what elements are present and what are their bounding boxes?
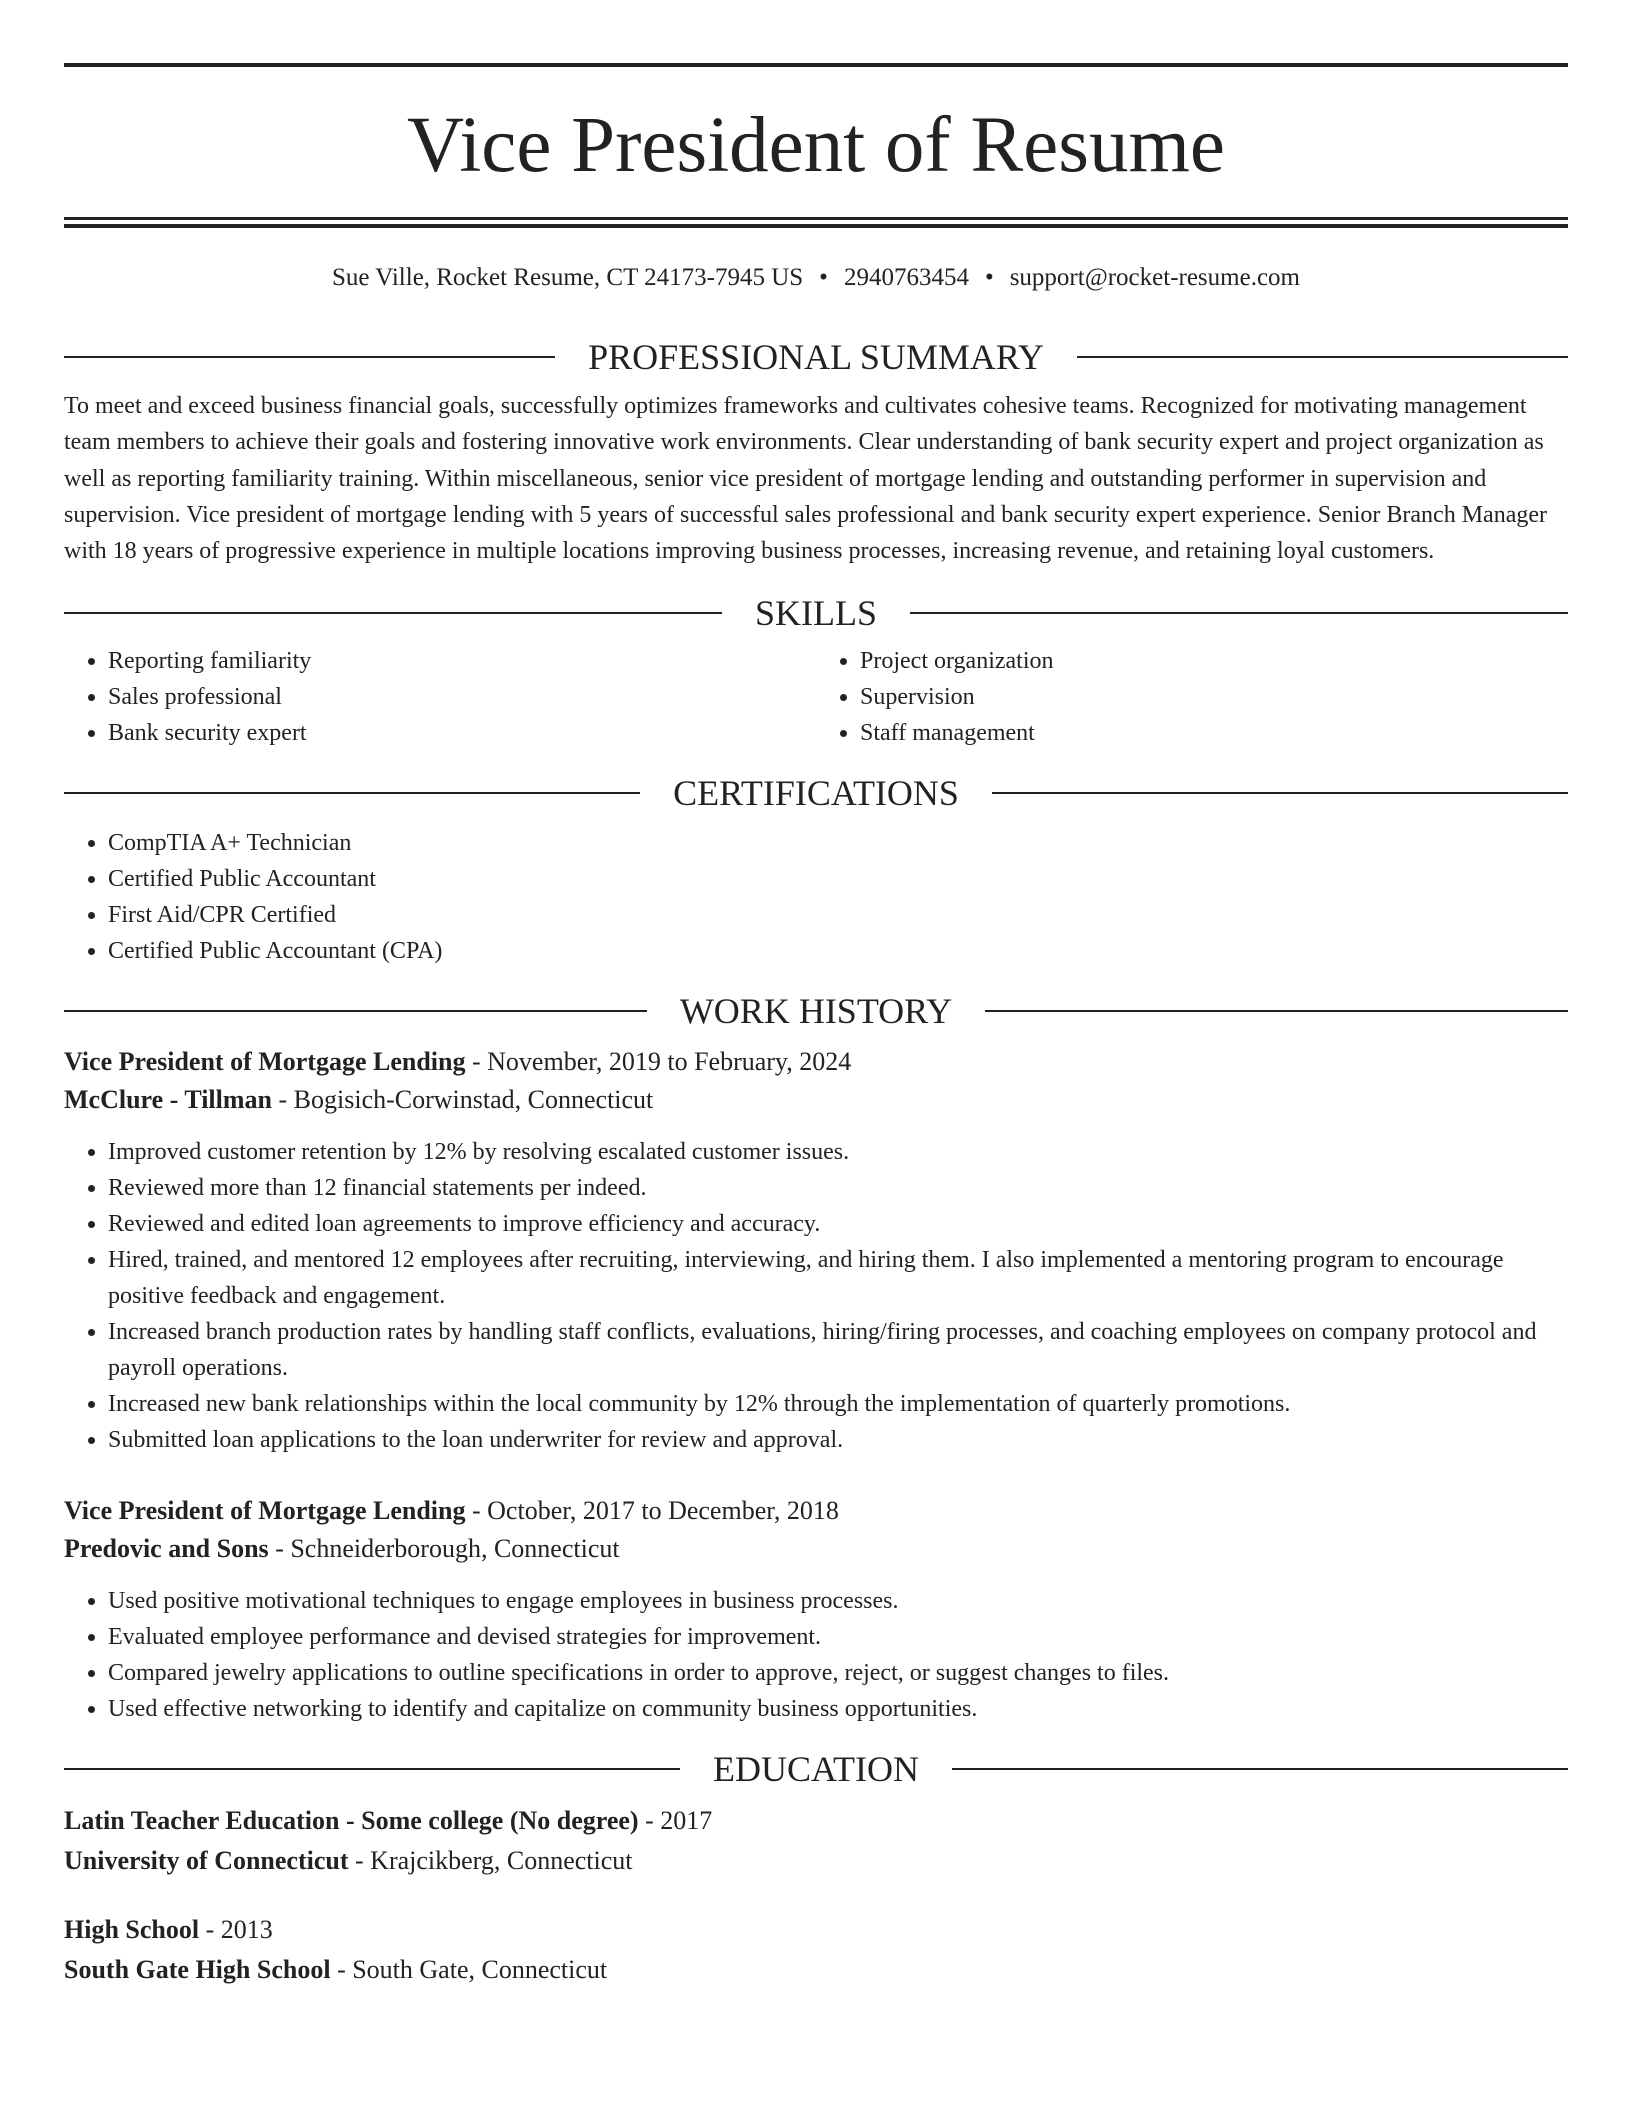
education-school: South Gate High School: [64, 1955, 331, 1985]
heading-rule-right: [1077, 356, 1568, 358]
certification-item: • Certified Public Accountant: [108, 861, 1568, 897]
education-heading: [64, 1749, 1568, 1789]
summary-heading: [64, 337, 1568, 377]
job-dates: - October, 2017 to December, 2018: [465, 1496, 839, 1526]
skill-item: • Bank security expert: [108, 715, 816, 751]
heading-rule-right: [910, 612, 1568, 614]
header-double-rule: [64, 217, 1568, 228]
heading-rule-right: [952, 1768, 1568, 1770]
contact-address: Sue Ville, Rocket Resume, CT 24173-7945 US: [332, 264, 804, 291]
certification-item: • CompTIA A+ Technician: [108, 825, 1568, 861]
education-title: EDUCATION: [713, 1749, 919, 1790]
education-year: - 2017: [638, 1806, 713, 1836]
contact-email[interactable]: support@rocket-resume.com: [1009, 264, 1300, 291]
job-location: - Bogisich-Corwinstad, Connecticut: [272, 1085, 654, 1115]
job-bullet: • Improved customer retention by 12% by resolving escalated customer issues.: [108, 1134, 1568, 1170]
job-title-line: [64, 1492, 1568, 1530]
job-bullets: [64, 1583, 1568, 1727]
heading-rule-left: [64, 792, 640, 794]
education-degree: High School: [64, 1915, 200, 1945]
skills-column-left: [64, 643, 816, 751]
heading-rule-right: [985, 1010, 1568, 1012]
skill-item: • Reporting familiarity: [108, 643, 816, 679]
skill-item: • Sales professional: [108, 679, 816, 715]
contact-separator: •: [819, 264, 828, 291]
skills-column-right: [816, 643, 1568, 751]
summary-text: To meet and exceed business financial goals, successfully optimizes frameworks and cultivates cohesive teams. Recognized for motivating management team members to achieve their goals and fostering innovative work environments. Clear understanding of bank security expert and project organization as well as reporting familiarity training. Within miscellaneous, senior vice president of mortgage lending and outstanding performer in supervision and supervision. Vice president of mortgage lending with 5 years of successful sales professional and bank security expert experience. Senior Branch Manager with 18 years of progressive experience in multiple locations improving business processes, increasing revenue, and retaining loyal customers.: [64, 393, 1547, 565]
job-entry: [64, 1043, 1568, 1458]
contact-separator: •: [984, 264, 994, 291]
job-bullet: • Submitted loan applications to the loan underwriter for review and approval.: [108, 1422, 1568, 1458]
skills-list: [64, 643, 1568, 751]
job-entry: [64, 1492, 1568, 1727]
contact-line: [64, 263, 1568, 293]
job-title-line: [64, 1043, 1568, 1081]
resume-name: Vice President of Resume: [407, 102, 1225, 189]
summary-title: PROFESSIONAL SUMMARY: [588, 337, 1044, 377]
job-dates: - November, 2019 to February, 2024: [465, 1047, 852, 1077]
education-degree: Latin Teacher Education - Some college (No degree): [64, 1806, 639, 1836]
job-bullet: • Increased branch production rates by handling staff conflicts, evaluations, hiring/firing processes, and coaching employees on company protocol and payroll operations.: [108, 1314, 1568, 1386]
job-bullet: • Used effective networking to identify and capitalize on community business opportunities.: [108, 1691, 1568, 1727]
work-history-heading: [64, 991, 1568, 1031]
certification-item: • First Aid/CPR Certified: [108, 897, 1568, 933]
job-company-line: [64, 1081, 1568, 1119]
job-company: McClure - Tillman: [64, 1085, 272, 1115]
job-title: Vice President of Mortgage Lending: [64, 1496, 466, 1526]
education-entry: [64, 1801, 1568, 1881]
heading-rule-left: [64, 1010, 647, 1012]
certifications-heading: [64, 773, 1568, 813]
header-top-rule: [64, 63, 1568, 67]
job-bullet: • Reviewed more than 12 financial statements per indeed.: [108, 1170, 1568, 1206]
job-bullets: [64, 1134, 1568, 1458]
job-bullet: • Reviewed and edited loan agreements to improve efficiency and accuracy.: [108, 1206, 1568, 1242]
certification-item: • Certified Public Accountant (CPA): [108, 933, 1568, 969]
job-bullet: • Compared jewelry applications to outline specifications in order to approve, reject, or suggest changes to files.: [108, 1655, 1568, 1691]
skill-item: • Staff management: [860, 715, 1568, 751]
contact-phone: 2940763454: [843, 264, 969, 291]
job-company-line: [64, 1530, 1568, 1568]
skill-item: • Supervision: [860, 679, 1568, 715]
skills-heading: [64, 593, 1568, 633]
job-bullet: • Hired, trained, and mentored 12 employees after recruiting, interviewing, and hiring them. I also implemented a mentoring program to encourage positive feedback and engagement.: [108, 1242, 1568, 1314]
education-location: - Krajcikberg, Connecticut: [348, 1846, 633, 1876]
certifications-list: [64, 825, 1568, 969]
certifications-title: CERTIFICATIONS: [673, 773, 959, 814]
job-title: Vice President of Mortgage Lending: [64, 1047, 466, 1077]
education-degree-line: [64, 1801, 1568, 1841]
heading-rule-left: [64, 1768, 680, 1770]
job-bullet: • Evaluated employee performance and devised strategies for improvement.: [108, 1619, 1568, 1655]
job-bullet: • Used positive motivational techniques to engage employees in business processes.: [108, 1583, 1568, 1619]
job-bullet: • Increased new bank relationships within the local community by 12% through the implementation of quarterly promotions.: [108, 1386, 1568, 1422]
skills-title: SKILLS: [755, 593, 878, 634]
job-company: Predovic and Sons: [64, 1534, 269, 1564]
heading-rule-right: [992, 792, 1568, 794]
education-year: - 2013: [199, 1915, 273, 1945]
education-school-line: [64, 1841, 1568, 1881]
heading-rule-left: [64, 612, 722, 614]
education-location: - South Gate, Connecticut: [330, 1955, 608, 1985]
education-entry: [64, 1910, 1568, 1990]
education-school: University of Connecticut: [64, 1846, 349, 1876]
heading-rule-left: [64, 356, 555, 358]
work-history-title: WORK HISTORY: [679, 991, 953, 1032]
education-school-line: [64, 1950, 1568, 1990]
job-location: - Schneiderborough, Connecticut: [268, 1534, 620, 1564]
education-degree-line: [64, 1910, 1568, 1950]
skill-item: • Project organization: [860, 643, 1568, 679]
